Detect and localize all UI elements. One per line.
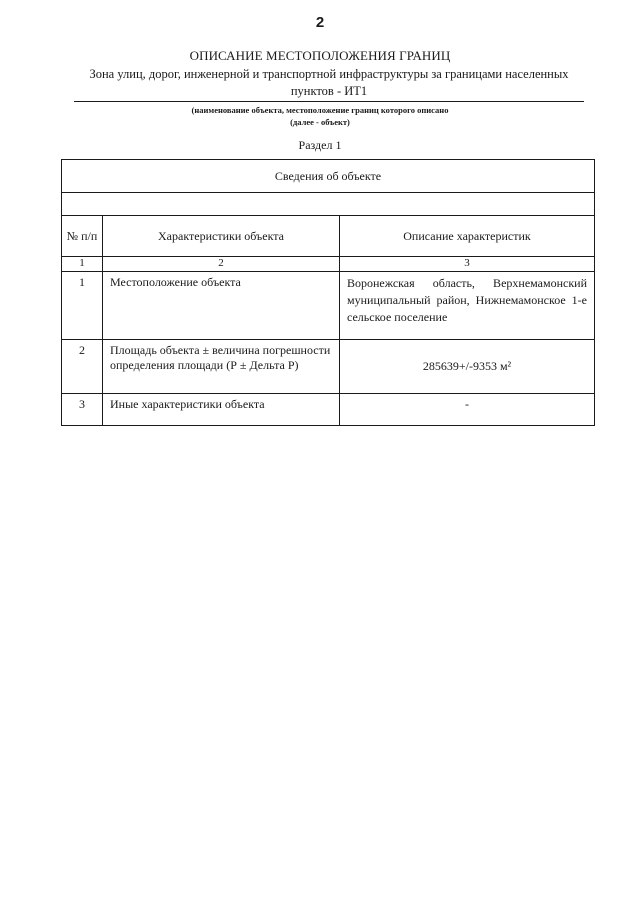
row-characteristic: Местоположение объекта bbox=[103, 272, 340, 340]
column-number: 3 bbox=[340, 257, 595, 272]
table-row bbox=[62, 394, 595, 426]
object-name-caption bbox=[0, 104, 640, 128]
row-characteristic: Площадь объекта ± величина погрешности определения площади (Р ± Дельта Р) bbox=[103, 340, 340, 394]
row-characteristic: Иные характеристики объекта bbox=[103, 394, 340, 426]
object-info-table bbox=[61, 159, 595, 426]
section-label: Раздел 1 bbox=[298, 138, 342, 152]
row-number: 2 bbox=[62, 340, 103, 394]
row-description: - bbox=[340, 394, 595, 426]
column-number: 2 bbox=[103, 257, 340, 272]
column-header-description: Описание характеристик bbox=[340, 216, 595, 257]
row-number: 1 bbox=[62, 272, 103, 340]
table-row bbox=[62, 272, 595, 340]
column-header-num: № п/п bbox=[62, 216, 103, 257]
object-name bbox=[74, 66, 584, 102]
caption-line-1: (наименование объекта, местоположение границ которого описано bbox=[191, 105, 449, 115]
object-name-line-1: Зона улиц, дорог, инженерной и транспортной инфраструктуры за границами населенных bbox=[89, 67, 569, 81]
caption-line-2: (далее - объект) bbox=[290, 117, 350, 127]
page-number: 2 bbox=[315, 14, 325, 31]
row-description: Воронежская область, Верхнемамонский муниципальный район, Нижнемамонское 1-е сельское поселение bbox=[340, 272, 595, 340]
table-blank-row bbox=[62, 193, 595, 216]
column-number: 1 bbox=[62, 257, 103, 272]
row-number: 3 bbox=[62, 394, 103, 426]
table-row bbox=[62, 340, 595, 394]
document-title: ОПИСАНИЕ МЕСТОПОЛОЖЕНИЯ ГРАНИЦ bbox=[189, 48, 451, 63]
table-header: Сведения об объекте bbox=[62, 160, 595, 193]
column-header-characteristics: Характеристики объекта bbox=[103, 216, 340, 257]
object-name-line-2: пунктов - ИТ1 bbox=[290, 84, 368, 98]
row-description: 285639+/-9353 м² bbox=[340, 340, 595, 394]
column-number-row bbox=[62, 257, 595, 272]
